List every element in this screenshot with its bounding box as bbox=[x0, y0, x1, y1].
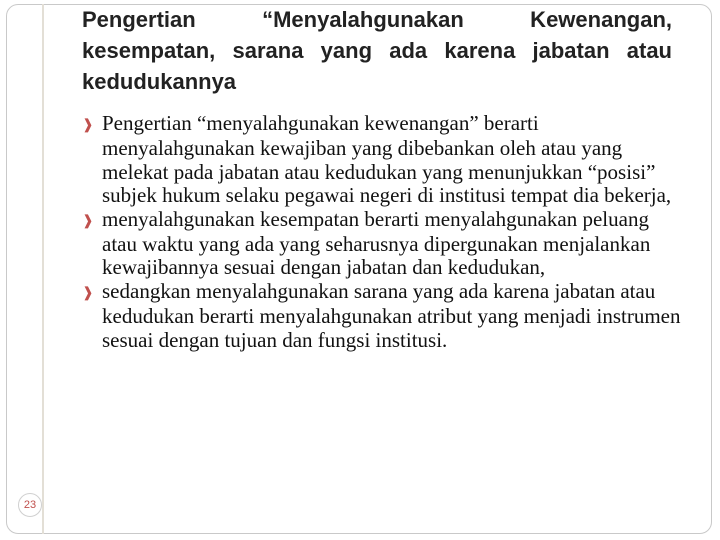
arrow-bullet-icon: ❱ bbox=[82, 285, 94, 301]
arrow-bullet-icon: ❱ bbox=[82, 118, 94, 133]
slide-side-bar bbox=[42, 4, 44, 534]
bullet-text: Pengertian “menyalahgunakan kewenangan” berarti menyalahgunakan kewajiban yang dibebankan oleh atau yang melekat pada jabatan atau kedudukan yang menunjukkan “posisi” subjek hukum selaku pegawai negeri di institusi tempat dia bekerja, bbox=[102, 111, 672, 208]
arrow-bullet-icon: ❱ bbox=[82, 213, 94, 229]
slide-number: 23 bbox=[18, 493, 42, 517]
slide-bullet-list bbox=[82, 112, 682, 352]
bullet-item bbox=[82, 208, 682, 280]
bullet-item bbox=[82, 112, 682, 208]
bullet-item bbox=[82, 280, 682, 352]
bullet-text: menyalahgunakan kesempatan berarti menyalahgunakan peluang atau waktu yang ada yang seharusnya dipergunakan menjalankan kewajibannya sesuai dengan jabatan dan kedudukan, bbox=[102, 206, 651, 280]
bullet-text: sedangkan menyalahgunakan sarana yang ada karena jabatan atau kedudukan berarti menyalahgunakan atribut yang menjadi instrumen sesuai dengan tujuan dan fungsi institusi. bbox=[102, 278, 681, 352]
slide-title: Pengertian “Menyalahgunakan Kewenangan, kesempatan, sarana yang ada karena jabatan atau kedudukannya bbox=[82, 7, 672, 94]
